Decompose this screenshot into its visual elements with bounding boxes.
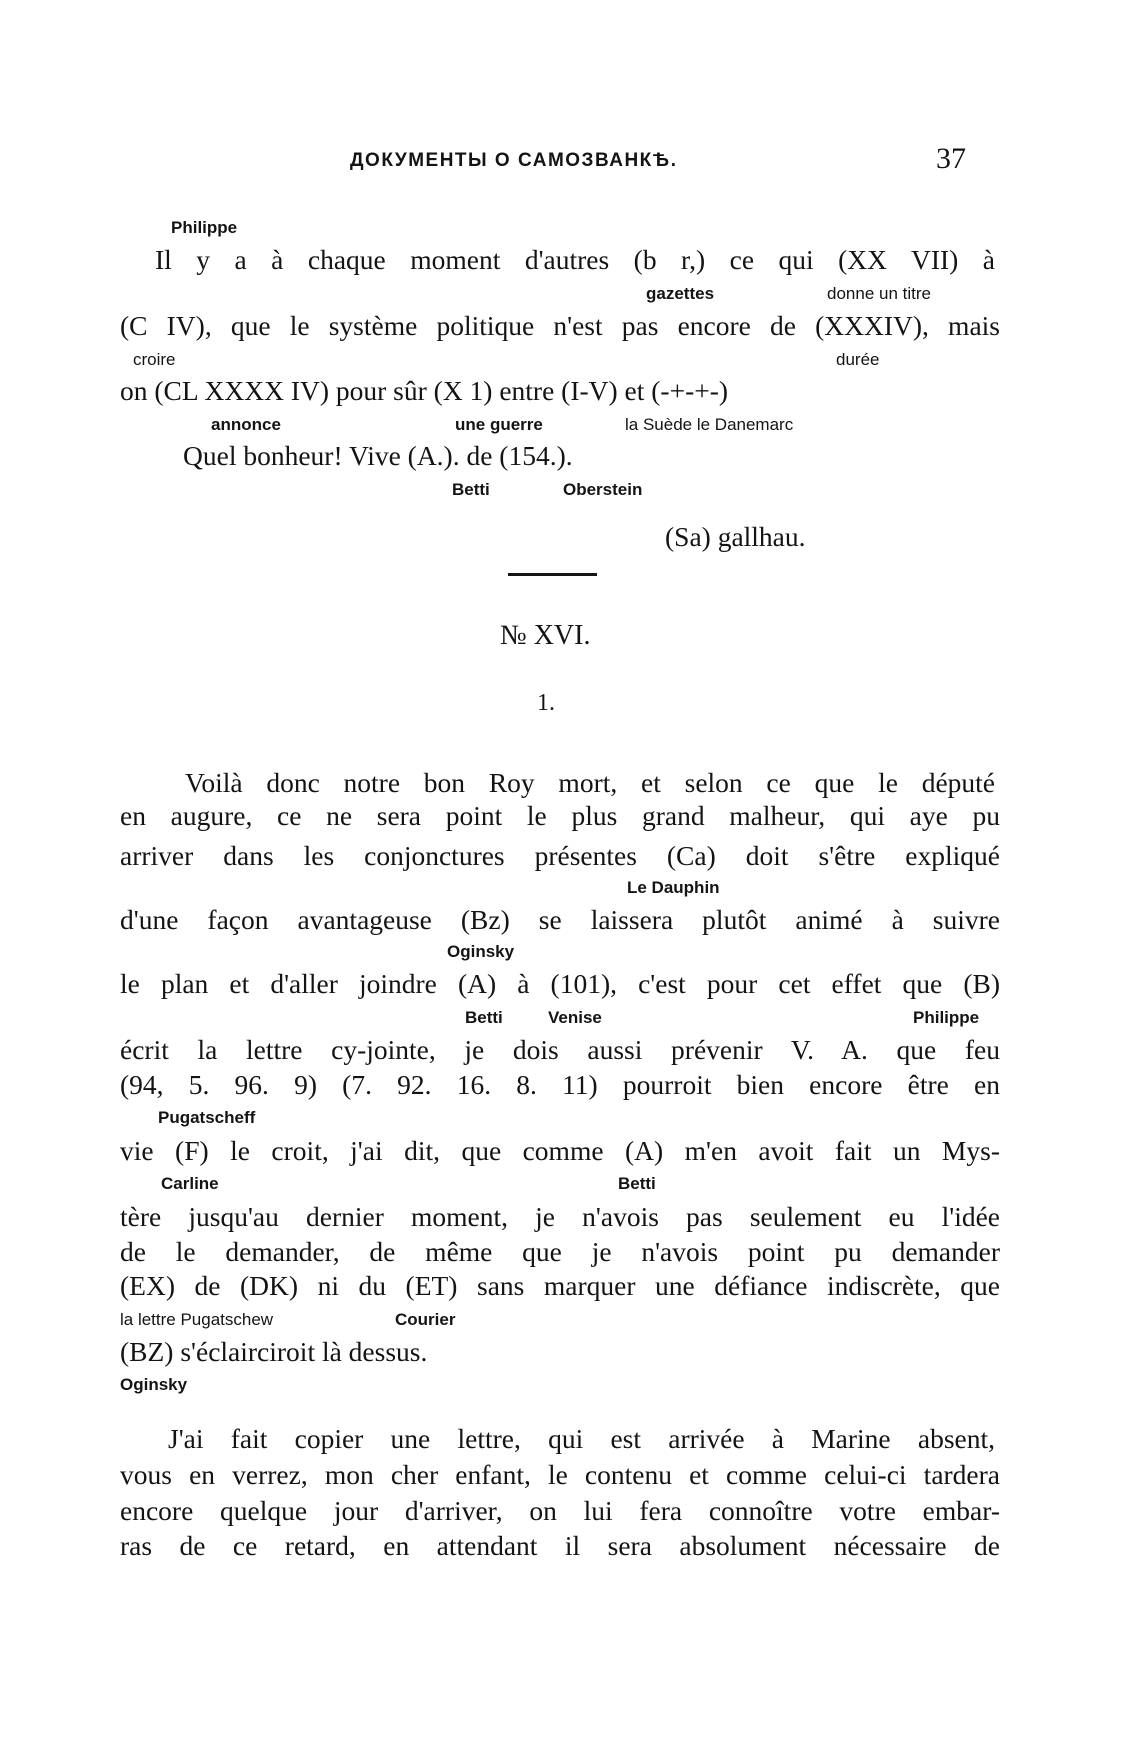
gloss-dauphin: Le Dauphin — [627, 878, 720, 897]
text-line: Quel bonheur! Vive (A.). de (154.). — [183, 440, 573, 471]
gloss-courier: Courier — [395, 1310, 456, 1329]
text-line: (EX) de (DK) ni du (ET) sans marquer une défiance indiscrète, que — [120, 1270, 1000, 1301]
gloss-venise: Venise — [548, 1008, 602, 1027]
text-line: (94, 5. 96. 9) (7. 92. 16. 8. 11) pourroit bien encore être en — [120, 1069, 1000, 1100]
gloss-betti: Betti — [618, 1174, 656, 1193]
gloss-lettre: la lettre Pugatschew — [120, 1310, 274, 1329]
text-line: en augure, ce ne sera point le plus grand malheur, qui aye pu — [120, 800, 1000, 831]
text-line: de le demander, de même que je n'avois point pu demander — [120, 1236, 1000, 1267]
text-line: J'ai fait copier une lettre, qui est arrivée à Marine absent, — [168, 1423, 995, 1454]
text-line: on (CL XXXX IV) pour sûr (X 1) entre (I-V) et (-+-+-) — [120, 375, 729, 406]
text-line: arriver dans les conjonctures présentes (Ca) doit s'être expliqué — [120, 840, 1000, 871]
gloss-croire: croire — [133, 350, 176, 369]
text-line: vie (F) le croit, j'ai dit, que comme (A) m'en avoit fait un Mys- — [120, 1135, 1000, 1166]
section-divider — [508, 573, 597, 576]
gloss-pugatscheff: Pugatscheff — [158, 1108, 256, 1127]
text-line: encore quelque jour d'arriver, on lui fera connoître votre embar- — [120, 1495, 1000, 1526]
text-line: ras de ce retard, en attendant il sera absolument nécessaire de — [120, 1530, 1000, 1561]
gloss-oginsky: Oginsky — [120, 1375, 188, 1394]
text-line: d'une façon avantageuse (Bz) se laissera plutôt animé à suivre — [120, 904, 1000, 935]
text-line: (C IV), que le système politique n'est pas encore de (XXXIV), mais — [120, 310, 1000, 341]
page-number: 37 — [936, 142, 966, 175]
gloss-philippe: Philippe — [171, 218, 238, 237]
section-title: № XVI. — [500, 620, 591, 651]
text-line: écrit la lettre cy-jointe, je dois aussi prévenir V. A. que feu — [120, 1034, 1000, 1065]
running-title: ДОКУМЕНТЫ О САМОЗВАНКѢ. — [350, 150, 678, 171]
gloss-oginsky: Oginsky — [447, 942, 515, 961]
signature: (Sa) gallhau. — [665, 521, 806, 552]
text-line: Voilà donc notre bon Roy mort, et selon ce que le député — [185, 767, 995, 798]
gloss-philippe: Philippe — [913, 1008, 980, 1027]
text-line: tère jusqu'au dernier moment, je n'avois pas seulement eu l'idée — [120, 1201, 1000, 1232]
text-line: Il y a à chaque moment d'autres (b r,) ce qui (XX VII) à — [155, 244, 995, 275]
gloss-betti: Betti — [452, 480, 490, 499]
gloss-suede: la Suède le Danemarc — [625, 415, 794, 434]
section-subtitle: 1. — [537, 690, 555, 716]
text-line: le plan et d'aller joindre (A) à (101), c'est pour cet effet que (B) — [120, 968, 1000, 999]
gloss-betti: Betti — [465, 1008, 503, 1027]
gloss-annonce: annonce — [211, 415, 281, 434]
gloss-donne: donne un titre — [827, 284, 931, 303]
gloss-duree: durée — [836, 350, 880, 369]
text-line: (BZ) s'éclairciroit là dessus. — [120, 1336, 428, 1367]
gloss-guerre: une guerre — [455, 415, 543, 434]
gloss-carline: Carline — [161, 1174, 219, 1193]
gloss-oberstein: Oberstein — [563, 480, 643, 499]
gloss-gazettes: gazettes — [646, 284, 715, 303]
text-line: vous en verrez, mon cher enfant, le contenu et comme celui-ci tardera — [120, 1459, 1000, 1490]
